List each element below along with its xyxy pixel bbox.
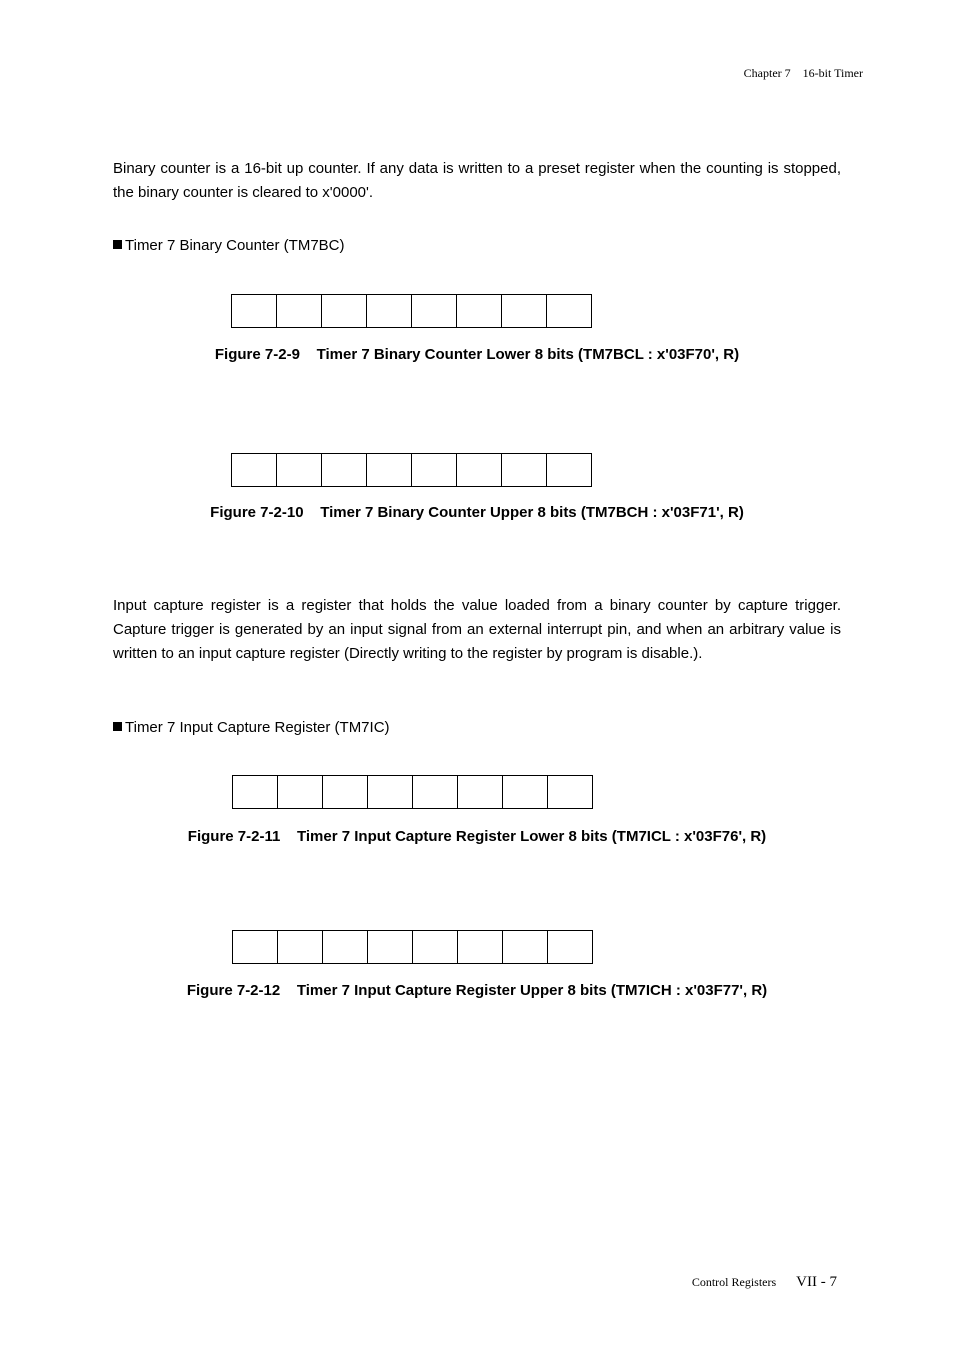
register-bit-cell — [413, 931, 458, 963]
register-bit-cell — [232, 295, 277, 327]
register-bit-cell — [277, 454, 322, 486]
footer-section-name: Control Registers — [691, 1275, 777, 1289]
register-bit-cell — [278, 776, 323, 808]
tm7ic-section-title — [113, 718, 390, 738]
tm7ich-register-cells — [232, 930, 593, 964]
register-bit-cell — [502, 295, 547, 327]
register-bit-cell — [367, 295, 412, 327]
tm7bc-section-title — [113, 236, 345, 256]
register-bit-cell — [548, 776, 593, 808]
register-bit-cell — [322, 454, 367, 486]
page-header: Chapter 7 16-bit Timer — [743, 66, 863, 80]
page-number: VII - 7 — [796, 1274, 837, 1290]
square-bullet-icon — [113, 240, 122, 249]
square-bullet-icon — [113, 722, 122, 731]
register-bit-cell — [367, 454, 412, 486]
register-bit-cell — [547, 295, 592, 327]
input-capture-description: Input capture register is a register that holds the value loaded from a binary counter by capture trigger. Capture trigger is generated by an input signal from an external interrupt pin, and when an arbitrary value is written to an input capture register (Directly writing to the register by program is disable.). — [113, 597, 841, 662]
register-bit-cell — [233, 931, 278, 963]
register-bit-cell — [368, 776, 413, 808]
register-bit-cell — [412, 454, 457, 486]
register-bit-cell — [413, 776, 458, 808]
register-bit-cell — [503, 776, 548, 808]
register-bit-cell — [458, 776, 503, 808]
register-bit-cell — [232, 454, 277, 486]
binary-counter-description: Binary counter is a 16-bit up counter. If any data is written to a preset register when the counting is stopped, the binary counter is cleared to x'0000'. — [113, 160, 841, 201]
register-bit-cell — [323, 776, 368, 808]
register-bit-cell — [368, 931, 413, 963]
register-bit-cell — [457, 454, 502, 486]
register-bit-cell — [503, 931, 548, 963]
tm7bch-register-cells — [231, 453, 592, 487]
register-bit-cell — [278, 931, 323, 963]
tm7bcl-register-cells — [231, 294, 592, 328]
register-bit-cell — [277, 295, 322, 327]
figure-7-2-9-caption: Figure 7-2-9 Timer 7 Binary Counter Lower 8 bits (TM7BCL : x'03F70', R) — [214, 346, 740, 363]
tm7icl-register-cells — [232, 775, 593, 809]
figure-7-2-11-caption: Figure 7-2-11 Timer 7 Input Capture Register Lower 8 bits (TM7ICL : x'03F76', R) — [187, 828, 767, 845]
figure-7-2-12-caption: Figure 7-2-12 Timer 7 Input Capture Register Upper 8 bits (TM7ICH : x'03F77', R) — [186, 982, 768, 999]
figure-7-2-10-caption: Figure 7-2-10 Timer 7 Binary Counter Upper 8 bits (TM7BCH : x'03F71', R) — [210, 504, 744, 521]
register-bit-cell — [502, 454, 547, 486]
register-bit-cell — [548, 931, 593, 963]
tm7ic-section-title-text: Timer 7 Input Capture Register (TM7IC) — [125, 719, 390, 736]
register-bit-cell — [458, 931, 503, 963]
register-bit-cell — [457, 295, 502, 327]
register-bit-cell — [233, 776, 278, 808]
register-bit-cell — [323, 931, 368, 963]
register-bit-cell — [547, 454, 592, 486]
page-footer — [692, 1273, 837, 1291]
register-bit-cell — [412, 295, 457, 327]
register-bit-cell — [322, 295, 367, 327]
tm7bc-section-title-text: Timer 7 Binary Counter (TM7BC) — [125, 237, 345, 254]
